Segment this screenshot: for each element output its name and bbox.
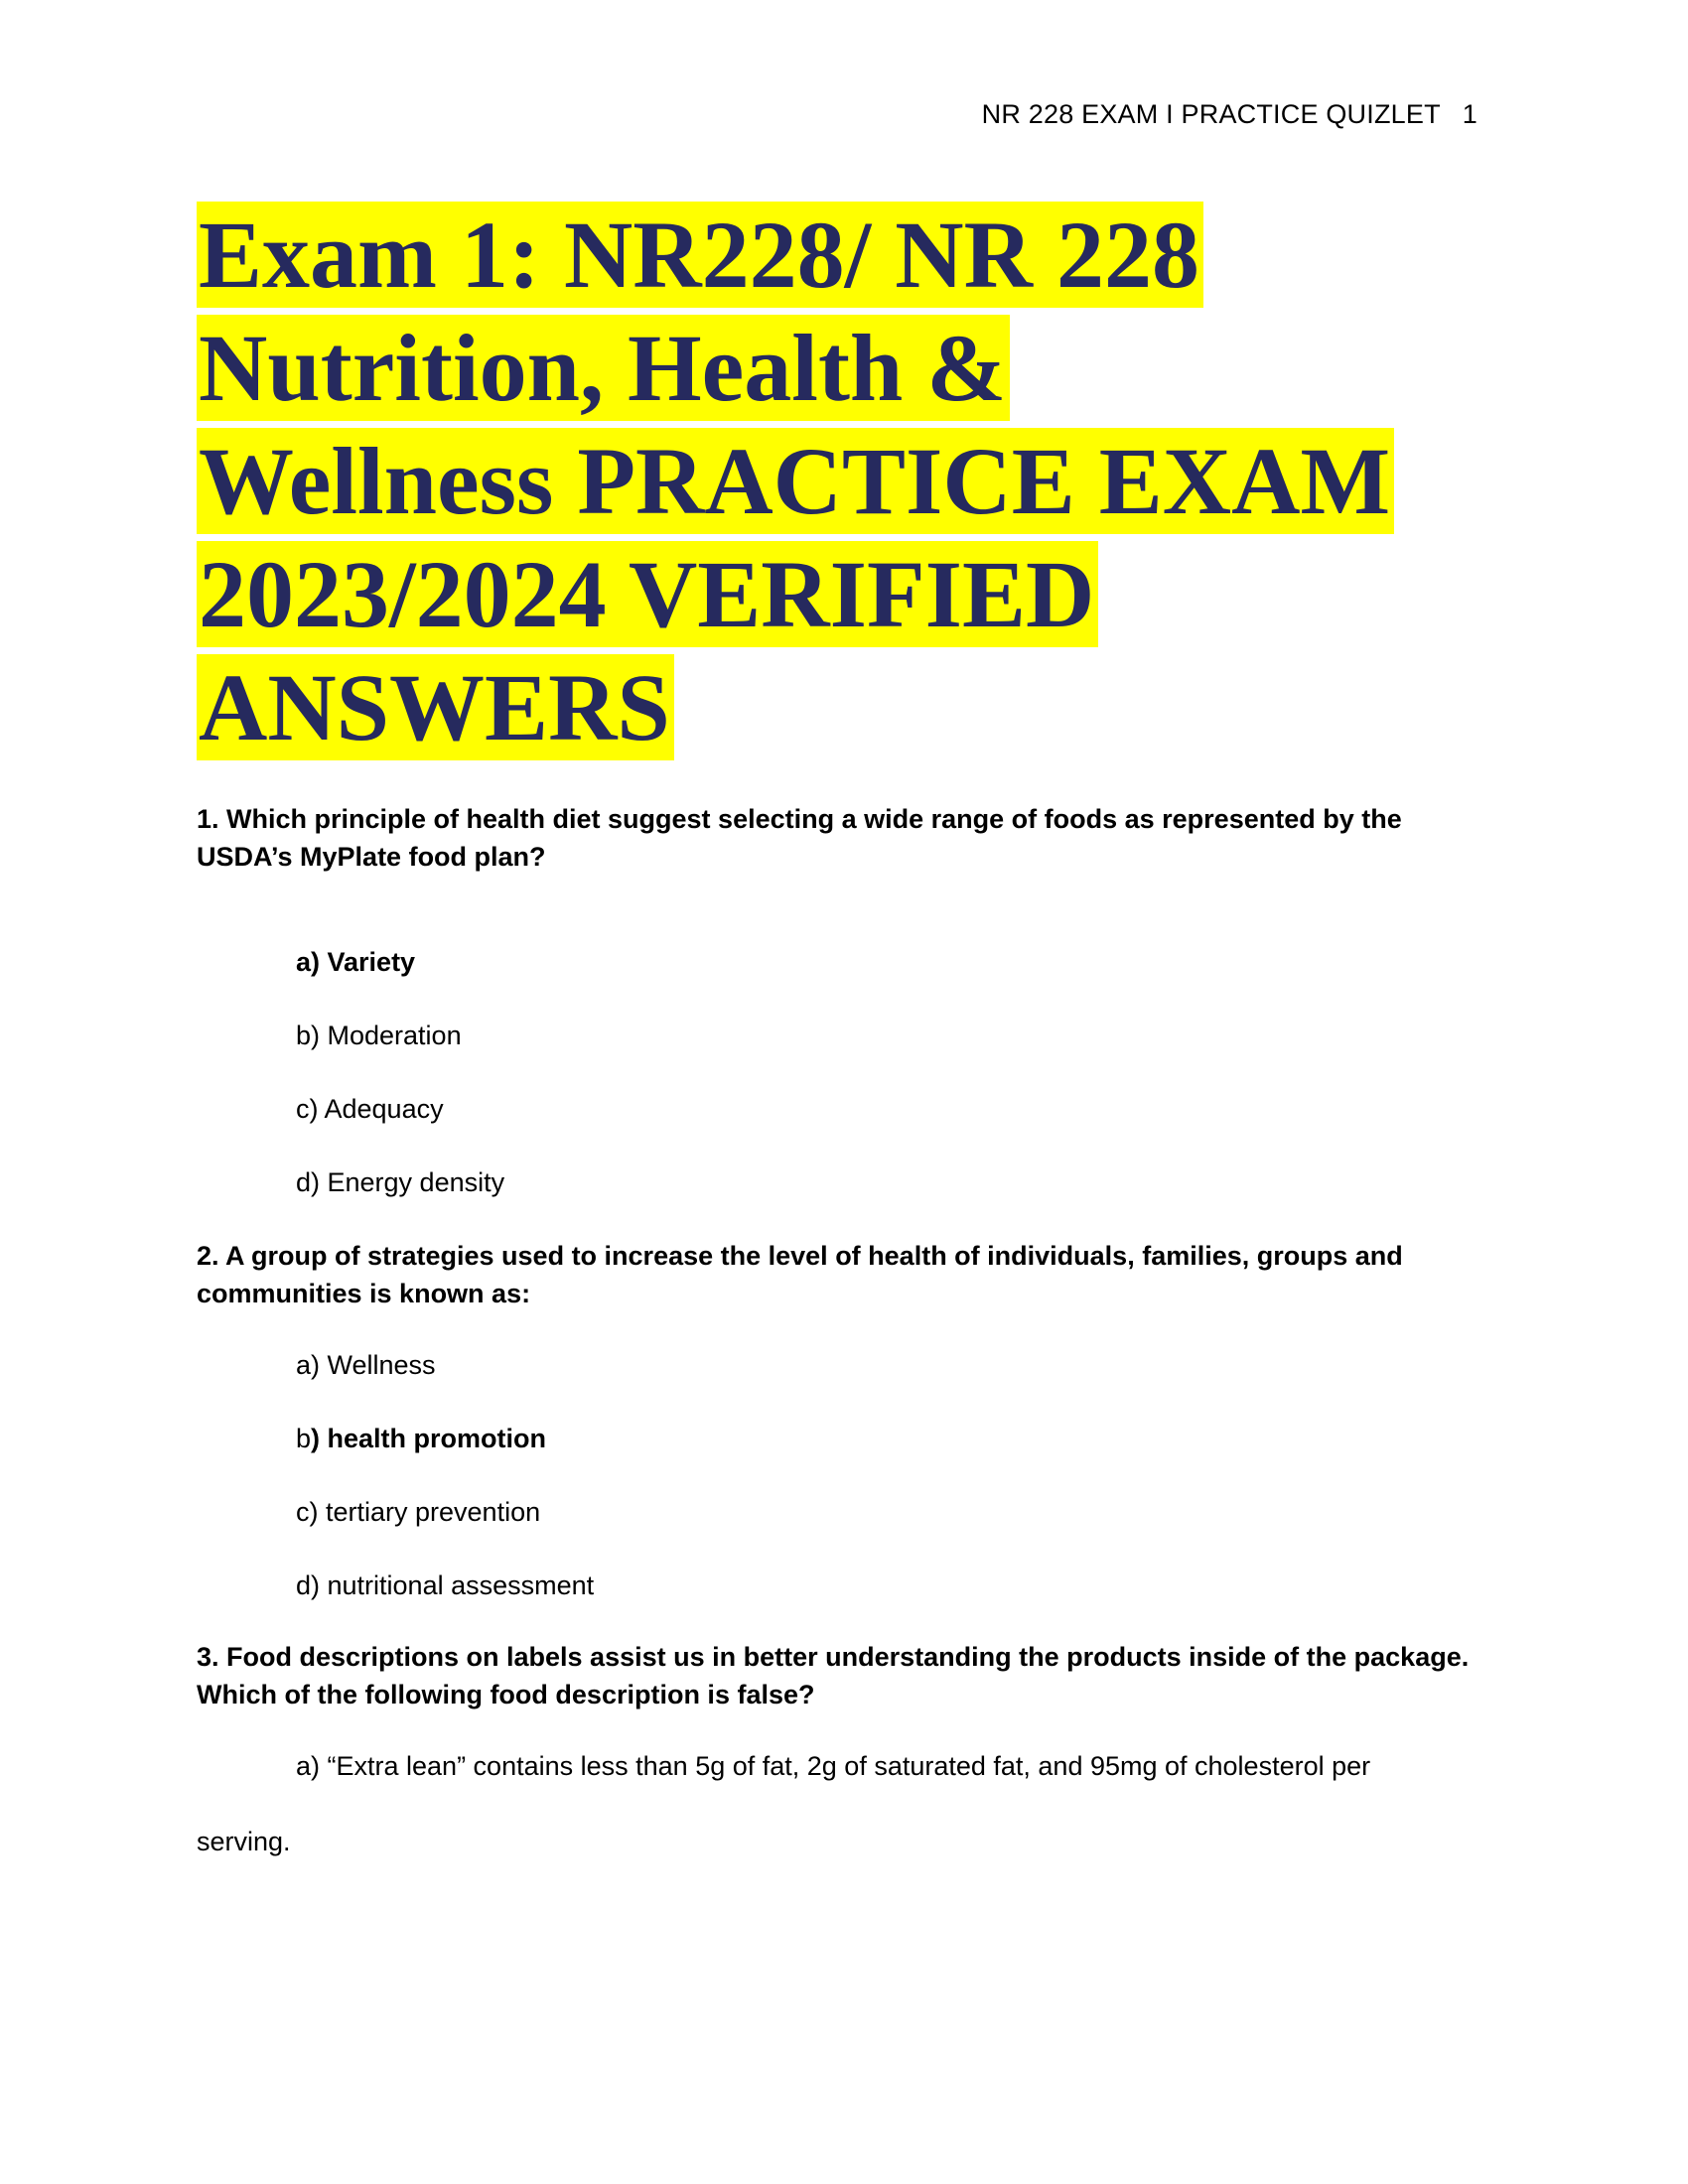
document-title: [197, 199, 1507, 764]
answer-option: b) Moderation: [296, 1021, 462, 1050]
question-2-option-b: [197, 1420, 1497, 1459]
title-line: ANSWERS: [197, 654, 674, 760]
question-text: 3. Food descriptions on labels assist us in better understanding the products inside of the package. Which of the following food description is false?: [197, 1642, 1470, 1709]
option-bold-text: ) health promotion: [311, 1424, 547, 1453]
question-1-option-d: [197, 1163, 1497, 1203]
question-1-option-b: [197, 1017, 1497, 1056]
question-1-option-a: [197, 943, 1497, 983]
page-number: 1: [1462, 99, 1477, 129]
answer-option: a) Wellness: [296, 1350, 436, 1380]
question-3-option-a: [197, 1747, 1497, 1787]
answer-option: c) tertiary prevention: [296, 1497, 541, 1527]
question-1-option-c: [197, 1090, 1497, 1130]
answer-option: a) “Extra lean” contains less than 5g of fat, 2g of saturated fat, and 95mg of cholesterol per: [296, 1751, 1371, 1781]
question-2: [197, 1237, 1497, 1312]
question-3: [197, 1638, 1497, 1713]
title-line: Nutrition, Health &: [197, 315, 1010, 421]
title-line: 2023/2024 VERIFIED: [197, 541, 1098, 647]
running-header: [982, 99, 1477, 130]
header-text: NR 228 EXAM I PRACTICE QUIZLET: [981, 99, 1441, 129]
question-2-option-d: [197, 1567, 1497, 1606]
question-text: 1. Which principle of health diet suggest selecting a wide range of foods as represented by the USDA’s MyPlate food plan?: [197, 804, 1402, 872]
title-line: Wellness PRACTICE EXAM: [197, 428, 1394, 534]
question-3-option-a-continuation: [197, 1823, 1497, 1862]
question-text: 2. A group of strategies used to increase the level of health of individuals, families, groups and communities is known as:: [197, 1241, 1403, 1308]
answer-option-correct: [296, 1420, 546, 1457]
question-2-option-a: [197, 1346, 1497, 1386]
title-line: Exam 1: NR228/ NR 228: [197, 202, 1203, 308]
answer-option-continuation: serving.: [197, 1827, 291, 1856]
answer-option: d) Energy density: [296, 1167, 505, 1197]
answer-option-correct: a) Variety: [296, 947, 416, 977]
option-prefix: b: [296, 1424, 312, 1453]
question-2-option-c: [197, 1493, 1497, 1533]
question-1: [197, 800, 1497, 876]
answer-option: c) Adequacy: [296, 1094, 444, 1124]
answer-option: d) nutritional assessment: [296, 1570, 595, 1600]
